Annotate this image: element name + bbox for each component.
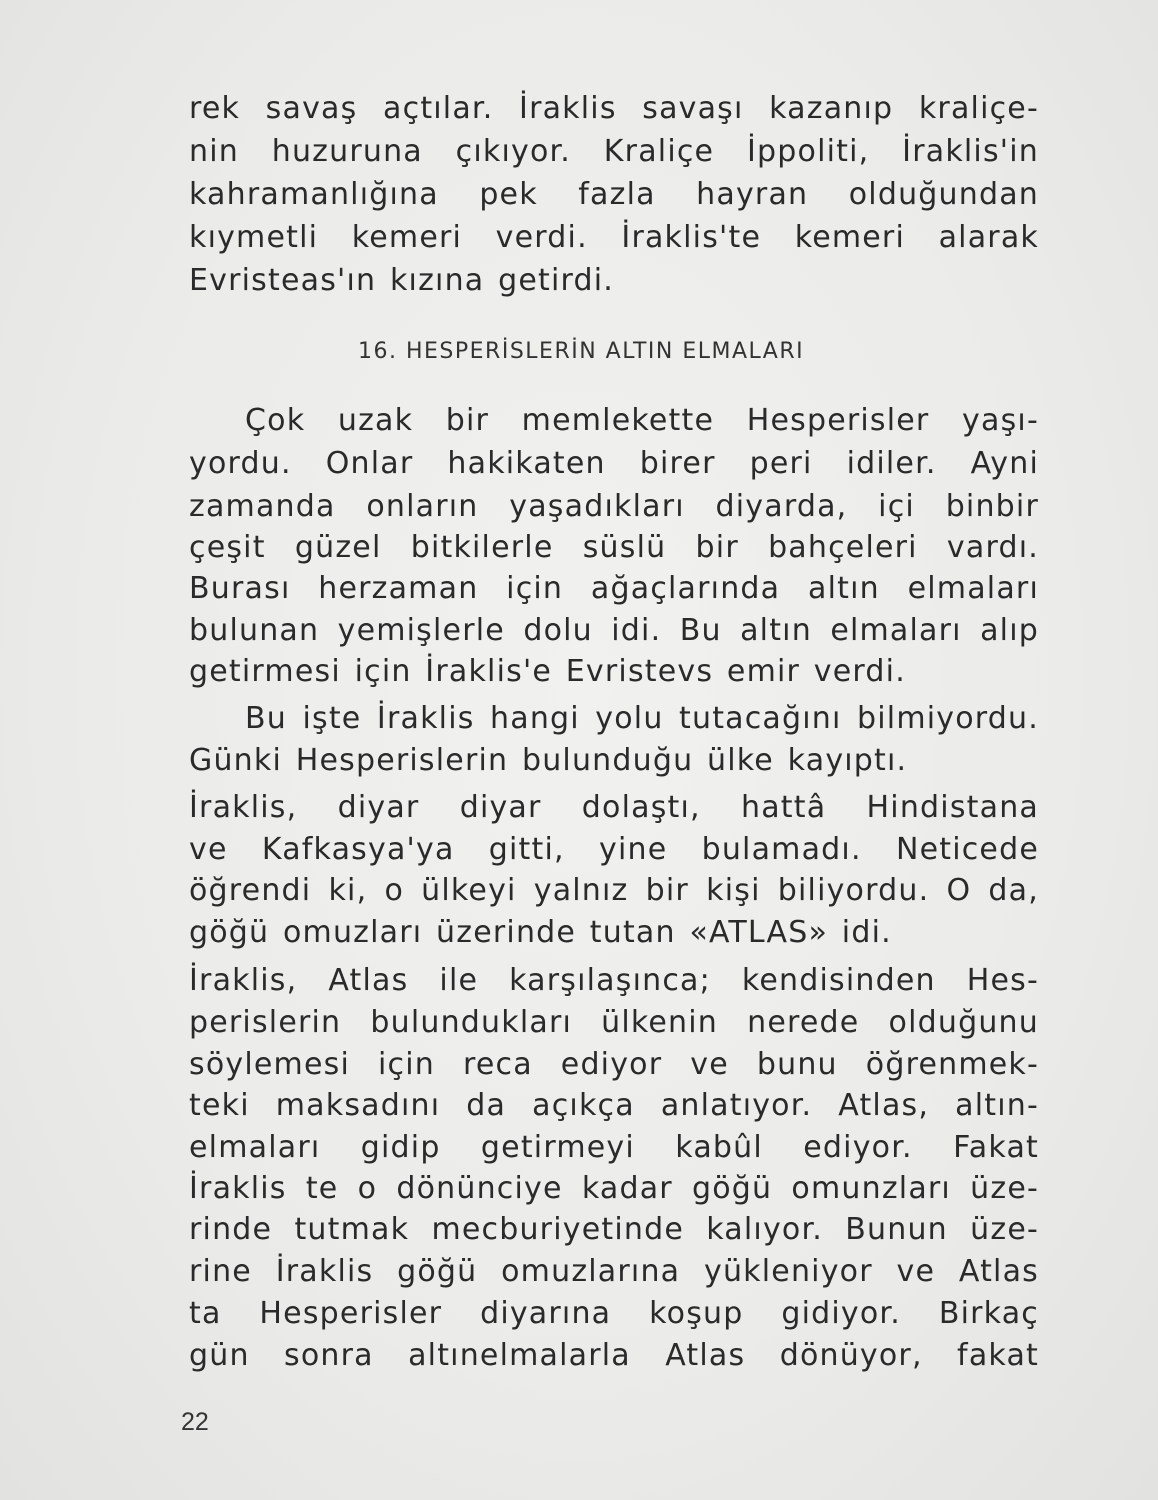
text-line: bulunan yemişlerle dolu idi. Bu altın elmaları alıp bbox=[189, 613, 1039, 648]
text-line: rine İraklis göğü omuzlarına yükleniyor ve Atlas bbox=[189, 1254, 1039, 1289]
text-line: gün sonra altınelmalarla Atlas dönüyor, fakat bbox=[189, 1338, 1039, 1373]
text-line: çeşit güzel bitkilerle süslü bir bahçeleri vardı. bbox=[189, 530, 1039, 565]
text-line: nin huzuruna çıkıyor. Kraliçe İppoliti, İraklis'in bbox=[189, 134, 1039, 169]
text-line: göğü omuzları üzerinde tutan «ATLAS» idi. bbox=[189, 915, 892, 950]
text-line: Günki Hesperislerin bulunduğu ülke kayıptı. bbox=[189, 743, 908, 778]
text-line: teki maksadını da açıkça anlatıyor. Atlas, altın- bbox=[189, 1088, 1039, 1123]
page-number: 22 bbox=[181, 1408, 209, 1436]
text-line: ve Kafkasya'ya gitti, yine bulamadı. Neticede bbox=[189, 832, 1039, 867]
text-line: İraklis te o dönünciye kadar göğü omunzları üze- bbox=[189, 1171, 1039, 1206]
text-line: kahramanlığına pek fazla hayran olduğundan bbox=[189, 177, 1039, 212]
text-line: İraklis, Atlas ile karşılaşınca; kendisinden Hes- bbox=[189, 963, 1039, 998]
text-line: perislerin bulundukları ülkenin nerede olduğunu bbox=[189, 1005, 1039, 1040]
text-line: ta Hesperisler diyarına koşup gidiyor. Birkaç bbox=[189, 1296, 1039, 1331]
text-line: İraklis, diyar diyar dolaştı, hattâ Hindistana bbox=[189, 790, 1039, 825]
text-line: kıymetli kemeri verdi. İraklis'te kemeri alarak bbox=[189, 220, 1039, 255]
text-line: öğrendi ki, o ülkeyi yalnız bir kişi biliyordu. O da, bbox=[189, 873, 1039, 908]
text-line: rinde tutmak mecburiyetinde kalıyor. Bunun üze- bbox=[189, 1212, 1039, 1247]
text-line: Evristeas'ın kızına getirdi. bbox=[189, 263, 615, 298]
text-line: rek savaş açtılar. İraklis savaşı kazanıp kraliçe- bbox=[189, 91, 1039, 126]
text-line: Çok uzak bir memlekette Hesperisler yaşı- bbox=[245, 403, 1039, 438]
text-line: elmaları gidip getirmeyi kabûl ediyor. Fakat bbox=[189, 1130, 1039, 1165]
text-line: getirmesi için İraklis'e Evristevs emir verdi. bbox=[189, 654, 906, 689]
text-line: yordu. Onlar hakikaten birer peri idiler. Ayni bbox=[189, 446, 1039, 481]
text-line: Burası herzaman için ağaçlarında altın elmaları bbox=[189, 571, 1039, 606]
section-heading: 16. HESPERİSLERİN ALTIN ELMALARI bbox=[358, 339, 805, 364]
text-line: zamanda onların yaşadıkları diyarda, içi binbir bbox=[189, 489, 1039, 524]
text-line: söylemesi için reca ediyor ve bunu öğrenmek- bbox=[189, 1047, 1039, 1082]
text-line: Bu işte İraklis hangi yolu tutacağını bilmiyordu. bbox=[245, 701, 1039, 736]
